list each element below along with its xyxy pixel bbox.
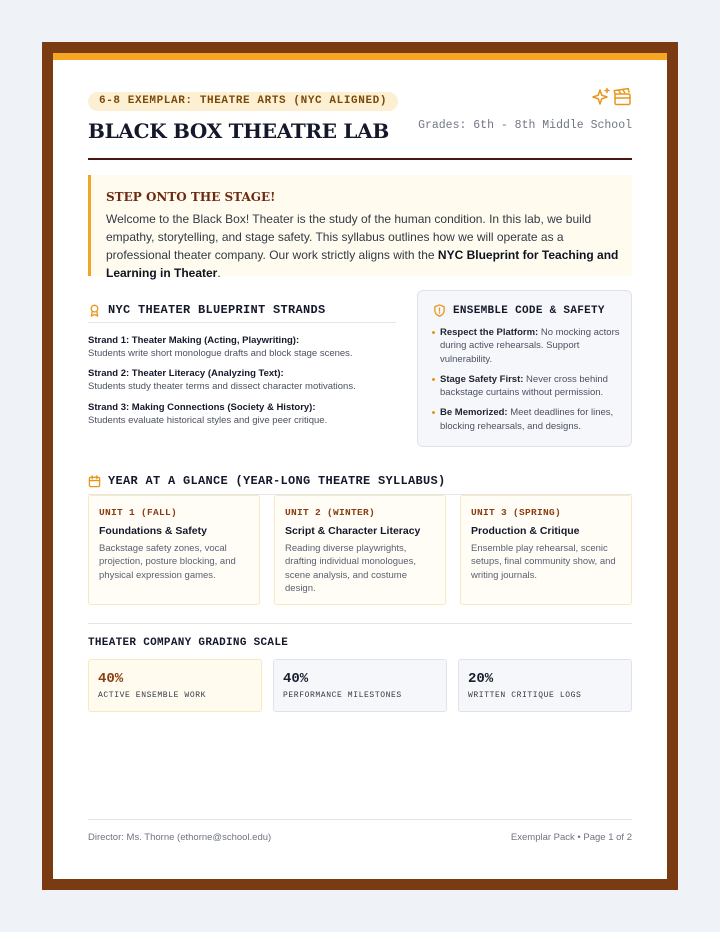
rule-item [432,373,622,400]
footer-divider [88,819,632,820]
strand-title: Strand 3: Making Connections (Society & History): [88,402,316,413]
grade-category: PERFORMANCE MILESTONES [283,691,402,700]
unit-card [460,495,632,605]
strand-desc: Students write short monologue drafts and block stage scenes. [88,348,353,359]
unit-desc: Ensemble play rehearsal, scenic setups, final community show, and writing journals. [471,543,616,581]
grade-weight-card [273,659,447,712]
sparkles-icon [593,89,609,105]
year-heading [88,474,446,488]
strand-item [88,368,388,392]
blueprint-divider [88,322,396,323]
intro-text-end: . [217,266,221,280]
unit-card [274,495,446,605]
intro-title: STEP ONTO THE STAGE! [106,190,276,204]
clapperboard-icon [614,89,630,105]
page-frame [42,42,678,890]
unit-label: UNIT 3 (SPRING) [471,507,562,518]
unit-title: Script & Character Literacy [285,525,421,537]
award-ribbon-icon [88,304,101,317]
blueprint-reference: NYC Blueprint for Teaching and Learning in Theater [106,248,619,280]
grade-weight: 20% [468,671,494,687]
unit-desc: Backstage safety zones, vocal projection, posture blocking, and physical expression games. [99,543,236,581]
unit-title: Production & Critique [471,525,580,537]
intro-text [106,210,621,282]
rule-text: Never cross behind backstage curtains without permission. [440,373,608,399]
accent-bar [53,53,667,60]
ensemble-code-heading [433,304,605,317]
strand-item [88,335,388,359]
unit-card [88,495,260,605]
rule-text: No mocking actors during active rehearsals. Support vulnerability. [440,327,620,365]
blueprint-title: NYC THEATER BLUEPRINT STRANDS [108,303,326,317]
year-title: YEAR AT A GLANCE (YEAR-LONG THEATRE SYLLABUS) [108,474,446,488]
exemplar-badge: 6-8 EXEMPLAR: THEATRE ARTS (NYC ALIGNED) [88,92,398,111]
page-title: BLACK BOX THEATRE LAB [88,119,389,143]
unit-desc: Reading diverse playwrights, drafting individual monologues, scene analysis, and costume design. [285,543,416,595]
grade-weight: 40% [98,671,124,687]
strand-desc: Students evaluate historical styles and give peer critique. [88,415,328,426]
strand-title: Strand 1: Theater Making (Acting, Playwriting): [88,335,300,346]
strand-item [88,402,388,426]
grade-weight: 40% [283,671,309,687]
grading-divider [88,623,632,624]
unit-label: UNIT 1 (FALL) [99,507,178,518]
header-icons [591,87,633,107]
grade-weight-card [88,659,262,712]
rule-item [432,326,622,366]
rule-label: Respect the Platform: [440,327,539,338]
grade-weight-card [458,659,632,712]
grade-category: WRITTEN CRITIQUE LOGS [468,691,582,700]
rule-label: Be Memorized: [440,407,508,419]
blueprint-heading [88,303,326,317]
calendar-icon [88,475,101,488]
strand-desc: Students study theater terms and dissect character motivations. [88,381,356,392]
title-divider [88,158,632,160]
unit-label: UNIT 2 (WINTER) [285,507,376,518]
intro-text-body: Welcome to the Black Box! Theater is the study of the human condition. In this lab, we build empathy, storytelling, and stage safety. This syllabus outlines how we will operate as a professional theater company. Our work strictly aligns with the [106,212,592,262]
ensemble-code-box [417,290,632,447]
grade-levels: Grades: 6th - 8th Middle School [418,119,632,132]
rule-text: Meet deadlines for lines, blocking rehearsals, and designs. [440,407,614,432]
ensemble-code-title: ENSEMBLE CODE & SAFETY [453,304,605,317]
grading-title: THEATER COMPANY GRADING SCALE [88,637,289,649]
syllabus-page [53,53,667,879]
grade-category: ACTIVE ENSEMBLE WORK [98,691,207,700]
strand-title: Strand 2: Theater Literacy (Analyzing Text): [88,368,284,379]
footer-director: Director: Ms. Thorne (ethorne@school.edu) [88,832,272,843]
rule-item [432,406,622,433]
shield-alert-icon [433,304,446,317]
intro-callout [88,175,632,280]
ensemble-rules [432,326,622,440]
unit-title: Foundations & Safety [99,525,207,537]
rule-label: Stage Safety First: [440,373,524,385]
footer-page-info: Exemplar Pack • Page 1 of 2 [510,832,632,843]
